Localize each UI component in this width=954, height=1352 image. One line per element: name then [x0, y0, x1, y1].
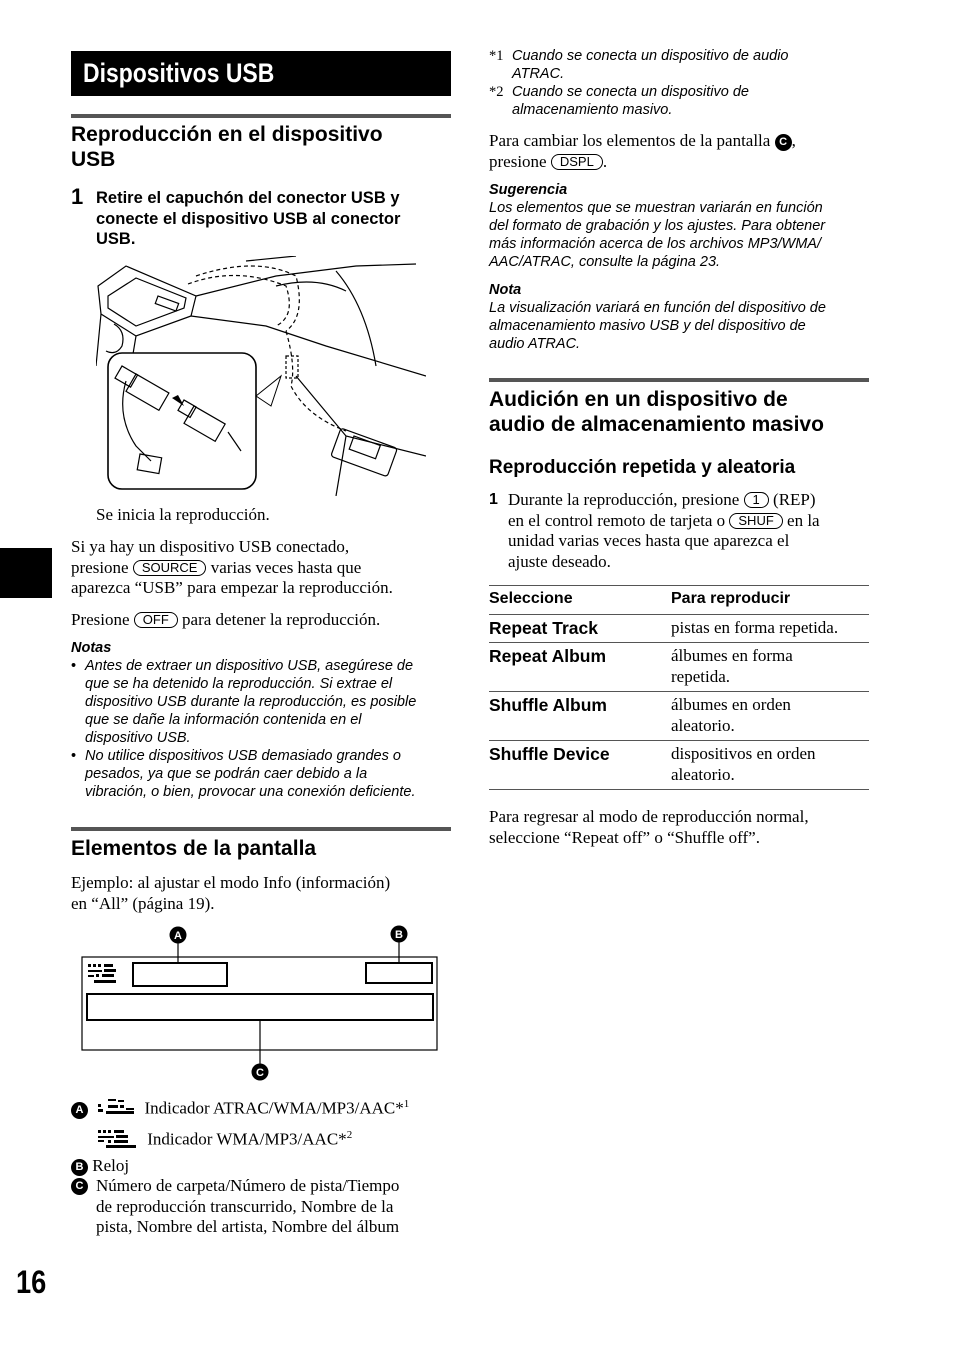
footnote-ref: 2 — [346, 1129, 353, 1141]
paragraph-line: en “All” (página 19). — [71, 893, 215, 913]
shuf-button[interactable]: SHUF — [729, 513, 782, 529]
callout-a: A — [71, 1102, 88, 1119]
side-tab — [0, 548, 52, 598]
footnote-1 — [489, 47, 889, 83]
step-line: conecte el dispositivo USB al conector — [96, 209, 401, 228]
inset-detail-box — [108, 353, 281, 489]
legend-line: de reproducción transcurrido, Nombre de la — [96, 1196, 394, 1216]
display-example-text — [71, 873, 456, 914]
callout-c: C — [256, 1067, 264, 1079]
table-header-cell: Para reproducir — [671, 586, 869, 615]
footnote-mark: *1 — [489, 48, 504, 64]
bullet: • — [71, 658, 77, 674]
section-rule — [71, 114, 451, 118]
paragraph-line — [71, 558, 456, 579]
table-row — [489, 614, 869, 643]
legend-item-c — [71, 1176, 461, 1238]
note-item — [71, 657, 456, 747]
paragraph-dspl — [489, 131, 889, 172]
step-line: ajuste deseado. — [508, 551, 611, 571]
section-rule — [71, 827, 451, 831]
notes-title: Notas — [71, 640, 112, 656]
source-button[interactable]: SOURCE — [133, 560, 207, 576]
step-line — [508, 511, 878, 532]
text-span: en el control remoto de tarjeta o — [508, 510, 726, 530]
table-cell-option: Repeat Track — [489, 614, 671, 643]
step-number: 1 — [489, 491, 498, 508]
tip-text — [489, 199, 889, 271]
nota-line: almacenamiento masivo USB y del dispositivo de — [489, 318, 806, 334]
table-cell-option: Shuffle Album — [489, 692, 671, 741]
paragraph-line — [489, 152, 889, 173]
text-span: en la — [787, 510, 820, 530]
table-header-row — [489, 586, 869, 615]
table-row — [489, 643, 869, 692]
callout-b: B — [395, 929, 403, 941]
text-span: (REP) — [773, 490, 816, 509]
paragraph-line: Si ya hay un dispositivo USB conectado, — [71, 537, 350, 556]
rep-button[interactable]: 1 — [744, 492, 769, 508]
text-span: . — [602, 151, 608, 171]
footnote-line: almacenamiento masivo. — [512, 102, 673, 118]
note-line: dispositivo USB durante la reproducción, es posible — [85, 694, 417, 710]
notes-list — [71, 657, 456, 801]
section-heading-display: Elementos de la pantalla — [71, 837, 317, 860]
section-rule — [489, 378, 869, 382]
paragraph-return — [489, 807, 889, 848]
step-line: Retire el capuchón del conector USB y — [96, 189, 400, 207]
text-span: para detener la reproducción. — [182, 610, 381, 629]
section-heading-mass-storage — [489, 387, 874, 437]
callout-a: A — [174, 930, 182, 942]
step-text — [508, 490, 878, 572]
table-header-cell: Seleccione — [489, 586, 671, 615]
heading-line: Audición en un dispositivo de — [489, 388, 788, 411]
table-cell-option: Repeat Album — [489, 643, 671, 692]
legend-item-a2 — [96, 1125, 466, 1150]
table-row — [489, 692, 869, 741]
legend-text: Indicador WMA/MP3/AAC* — [147, 1129, 347, 1149]
atrac-indicator-icon — [96, 1096, 138, 1118]
text-span: Para cambiar los elementos de la pantalla — [489, 131, 771, 150]
paragraph-line: Ejemplo: al ajustar el modo Info (información) — [71, 873, 391, 892]
page-title-bar — [71, 51, 451, 96]
heading-line: USB — [71, 148, 116, 171]
off-button[interactable]: OFF — [134, 612, 178, 628]
text-span: presione — [489, 151, 547, 171]
text-span: , — [791, 131, 796, 150]
paragraph-line: Para regresar al modo de reproducción normal, — [489, 807, 809, 826]
note-line: Antes de extraer un dispositivo USB, asegúrese de — [85, 658, 414, 674]
text-span: presione — [71, 557, 129, 577]
nota-line: audio ATRAC. — [489, 336, 581, 352]
section-heading-playback — [71, 122, 451, 172]
text-span: Presione — [71, 610, 130, 629]
table-row — [489, 741, 869, 790]
footnote-line: Cuando se conecta un dispositivo de audio — [512, 48, 789, 64]
paragraph-line — [489, 131, 889, 152]
footnote-2 — [489, 83, 889, 119]
step-line: USB. — [96, 230, 136, 248]
bullet: • — [71, 748, 77, 764]
text-span: varias veces hasta que — [210, 557, 362, 577]
callout-c: C — [775, 134, 792, 151]
note-line: que se dañe la información contenida en el — [85, 712, 362, 728]
playback-starts-text: Se inicia la reproducción. — [96, 505, 270, 524]
table-cell-option: Shuffle Device — [489, 741, 671, 790]
table-cell-desc: álbumes en orden aleatorio. — [671, 692, 869, 741]
note-line: dispositivo USB. — [85, 730, 191, 746]
table-cell-desc: dispositivos en orden aleatorio. — [671, 741, 869, 790]
tip-line: del formato de grabación y los ajustes. Para obtener — [489, 218, 826, 234]
subheading-repeat-shuffle: Reproducción repetida y aleatoria — [489, 457, 796, 478]
step-1-text — [96, 188, 456, 250]
step-line — [508, 490, 878, 511]
callout-b: B — [71, 1159, 88, 1176]
step-line: unidad varias veces hasta que aparezca el — [508, 531, 790, 550]
table-cell-desc: álbumes en forma repetida. — [671, 643, 869, 692]
heading-line: audio de almacenamiento masivo — [489, 413, 824, 436]
tip-line: AAC/ATRAC, consulte la página 23. — [489, 254, 721, 270]
step-number: 1 — [71, 184, 84, 209]
footnote-ref: 1 — [403, 1098, 410, 1110]
heading-line: Reproducción en el dispositivo — [71, 123, 383, 146]
legend-text: Indicador ATRAC/WMA/MP3/AAC* — [144, 1098, 404, 1118]
nota-line: La visualización variará en función del dispositivo de — [489, 300, 826, 316]
wma-indicator-icon — [96, 1127, 140, 1149]
note-line: que se ha detenido la reproducción. Si extrae el — [85, 676, 393, 692]
note-line: vibración, o bien, provocar una conexión deficiente. — [85, 784, 416, 800]
page-title: Dispositivos USB — [83, 58, 275, 88]
table-cell-desc: pistas en forma repetida. — [671, 614, 869, 643]
legend-item-b — [71, 1156, 461, 1177]
paragraph-source — [71, 537, 456, 599]
text-span: Durante la reproducción, presione — [508, 490, 740, 509]
note-line: No utilice dispositivos USB demasiado grandes o — [85, 748, 401, 764]
nota-title: Nota — [489, 282, 522, 298]
nota-text — [489, 299, 889, 353]
paragraph-off — [71, 610, 456, 631]
legend-text: Reloj — [92, 1156, 130, 1175]
footnote-line: ATRAC. — [512, 66, 565, 82]
tip-line: más información acerca de los archivos MP3/WMA/ — [489, 236, 821, 252]
footnote-line: Cuando se conecta un dispositivo de — [512, 84, 749, 100]
legend-item-a1 — [71, 1094, 461, 1119]
callout-c: C — [71, 1178, 88, 1195]
paragraph-line: aparezca “USB” para empezar la reproducción. — [71, 578, 393, 597]
note-item — [71, 747, 456, 801]
tip-line: Los elementos que se muestran variarán en función — [489, 200, 823, 216]
dspl-button[interactable]: DSPL — [551, 154, 603, 170]
note-line: pesados, ya que se podrán caer debido a la — [85, 766, 368, 782]
tip-title: Sugerencia — [489, 182, 568, 198]
usb-connection-illustration — [96, 256, 426, 496]
paragraph-line: seleccione “Repeat off” o “Shuffle off”. — [489, 827, 760, 847]
legend-line: Número de carpeta/Número de pista/Tiempo — [96, 1176, 400, 1195]
mode-table — [489, 585, 869, 790]
page-number: 16 — [16, 1264, 47, 1300]
legend-line: pista, Nombre del artista, Nombre del álbum — [96, 1217, 400, 1236]
footnote-mark: *2 — [489, 84, 504, 100]
display-diagram — [80, 922, 442, 1084]
